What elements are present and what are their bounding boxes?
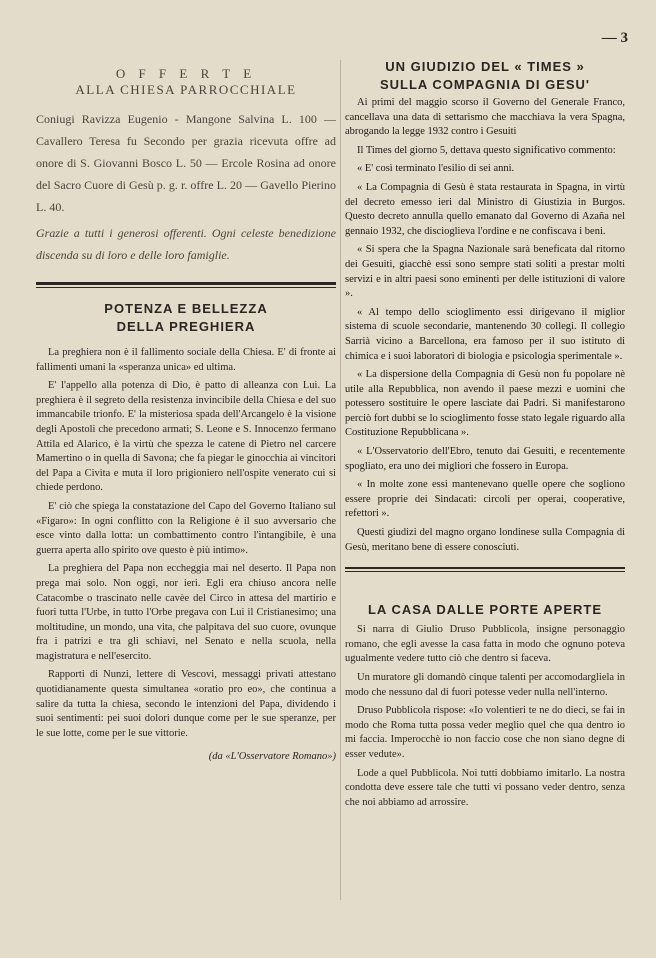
offerte-thanks: Grazie a tutti i generosi offerenti. Ogni celeste benedizione discenda su di loro e delle loro famiglie. <box>36 226 336 262</box>
times-title-2: SULLA COMPAGNIA DI GESU' <box>379 77 591 92</box>
preghiera-paragraph: E' l'appello alla potenza di Dio, è patto di alleanza con Lui. La preghiera è il segreto della resistenza invincibile della Chiesa e del suo immancabile trionfo. E' la misteriosa spada dell'Arcangelo è la visione degli Apostoli che precedono armati; S. Leone e S. Innocenzo fermano Attila ed Alarico, è la virtù che spezza le catene di Pietro nel carcere Mamertino o in quella di Savona; che fa piegar le ginocchia ai vincitori del Papa a Civita e muta il loro prigioniero nell'ospite venerato cui si chiede perdono. <box>36 380 336 494</box>
section-rule-thin <box>36 287 336 288</box>
casa-paragraph: Lode a quel Pubblicola. Noi tutti dobbiamo imitarlo. La nostra condotta deve essere tale che tutti vi possano veder dentro, senza che noi abbiamo ad arrossire. <box>345 767 625 808</box>
times-paragraph: « E' così terminato l'esilio di sei anni. <box>357 163 515 175</box>
times-paragraph: « Al tempo dello scioglimento essi dirigevano il miglior sistema di scuole secondarie, mantenendo 30 collegi. Il collegio Sarrià vicino a Barcellona, era famoso per il suo istituto di chimica e i suoi laboratori di biologia e psicologia sperimentale ». <box>345 306 625 362</box>
times-paragraph: « In molte zone essi mantenevano quelle opere che sogliono essere proprie dei Sindacati: circoli per operai, cooperative, refettori ». <box>345 479 625 520</box>
section-rule-thin <box>345 571 625 572</box>
section-rule <box>345 567 625 569</box>
offerte-section <box>36 66 336 266</box>
offerte-body: Coniugi Ravizza Eugenio - Mangone Salvina L. 100 — Cavallero Teresa fu Secondo per grazia ricevuta offre ad onore di S. Giovanni Bosco L. 50 — Ercole Rosina ad onore del Sacro Cuore di Gesù p. g. r. offre L. 20 — Gavello Pierino L. 40. <box>36 112 336 214</box>
casa-body <box>345 623 625 810</box>
times-paragraph: Il Times del giorno 5, dettava questo significativo commento: <box>357 144 616 156</box>
times-paragraph: « L'Osservatorio dell'Ebro, tenuto dai Gesuiti, e recentemente spogliato, era uno dei migliori che fossero in Europa. <box>345 446 625 472</box>
times-paragraph: « Si spera che la Spagna Nazionale sarà beneficata dal ritorno dei Gesuiti, giacchè essi sono sempre stati soliti a prestar molti servizi e in altri paesi sono eminenti per delle istituzioni di valore ». <box>345 244 625 300</box>
page-number: — 3 <box>601 30 628 46</box>
column-divider <box>340 60 341 900</box>
preghiera-section <box>36 300 336 762</box>
times-paragraph: « La dispersione della Compagnia di Gesù non fu popolare nè utile alla Repubblica, non avendo il paese mezzi e uomini che potessero sostituire le opere lasciate dai Padri. Si manifestarono perciò fort dubbi se lo scioglimento fosse stato legale riguardo alla Costituzione Repubblicana ». <box>345 369 625 439</box>
preghiera-paragraph: E' ciò che spiega la constatazione del Capo del Governo Italiano sul «Figaro»: In ogni conflitto con la Religione è il suo avversario che esce vinto dalla lotta: un combattimento contro l'intangibile, è una guerra aperta allo spirito ove questo è più intimo». <box>36 500 336 556</box>
times-body <box>345 96 625 555</box>
times-paragraph: Questi giudizi del magno organo londinese sulla Compagnia di Gesù, meritano bene di essere conosciuti. <box>345 527 625 553</box>
preghiera-paragraph: La preghiera non è il fallimento sociale della Chiesa. E' di fronte ai fallimenti umani la «speranza unica» ed ultima. <box>36 347 336 373</box>
offerte-title: O F F E R T E <box>115 66 257 81</box>
offerte-subtitle: ALLA CHIESA PARROCCHIALE <box>75 82 297 97</box>
casa-paragraph: Un muratore gli domandò cinque talenti per accomodargliela in modo che nessuno dal di fuori potesse veder nulla nell'interno. <box>345 672 625 698</box>
times-paragraph: Ai primi del maggio scorso il Governo del Generale Franco, cancellava una data di settarismo che macchiava la vera Spagna, abrogando la legge 1932 contro i Gesuiti <box>345 97 625 138</box>
casa-paragraph: Druso Pubblicola rispose: «Io volentieri te ne do dieci, se fai in modo che Roma tutta possa veder meglio quel che qua dentro io mi faccia. Imperocchè io non faccio cose che non siano degne di esser vedute». <box>345 705 625 760</box>
preghiera-source: (da «L'Osservatore Romano») <box>208 751 336 763</box>
right-column <box>345 58 625 814</box>
preghiera-title-2: DELLA PREGHIERA <box>116 319 256 334</box>
left-column <box>36 60 336 762</box>
times-title-1: UN GIUDIZIO DEL « TIMES » <box>385 59 585 74</box>
times-section <box>345 58 625 555</box>
casa-section <box>345 602 625 810</box>
preghiera-paragraph: La preghiera del Papa non eccheggia mai nel deserto. Il Papa non prega mai solo. Non oggi, nor ieri. Egli era chiuso ancora nelle Catacombe o trascinato nelle cavèe del Circo in attesa del martirio e fuori tutta l'Urbe, in tutto l'Orbe pregava con Lui il Cristianesimo; una moltitudine, un mondo, una vita, che palpitava del suo cuore, ovunque fra i patrizi e tra gli schiavi, nel Senato e nella scuola, nella magistratura e nell'esercito. <box>36 563 336 662</box>
casa-paragraph: Si narra di Giulio Druso Pubblicola, insigne personaggio romano, che egli avesse la casa fatta in modo che ognuno poteva ugualmente vedere tutto ciò che dentro si faceva. <box>345 624 625 665</box>
casa-title: LA CASA DALLE PORTE APERTE <box>367 602 602 618</box>
section-rule <box>36 282 336 285</box>
preghiera-title-1: POTENZA E BELLEZZA <box>104 301 268 316</box>
preghiera-paragraph: Rapporti di Nunzi, lettere di Vescovi, messaggi privati attestano quotidianamente questa simultanea «oratio pro eo», che continua a salire da tutta la chiesa, secondo le intenzioni del Papa, dividendo i suoi sentimenti: pei suoi dolori dunque come per le sue speranze, per le sue lotte, come per le sue vittorie. <box>36 669 336 739</box>
times-paragraph: « La Compagnia di Gesù è stata restaurata in Spagna, in virtù del decreto emesso ieri dal Ministro di Giustizia in Burgos. Questo decreto annulla quello emanato dal Governo di Azaña nel gennaio 1932, che discioglieva l'ordine e ne confiscava i beni. <box>345 181 625 237</box>
preghiera-body <box>36 346 336 741</box>
